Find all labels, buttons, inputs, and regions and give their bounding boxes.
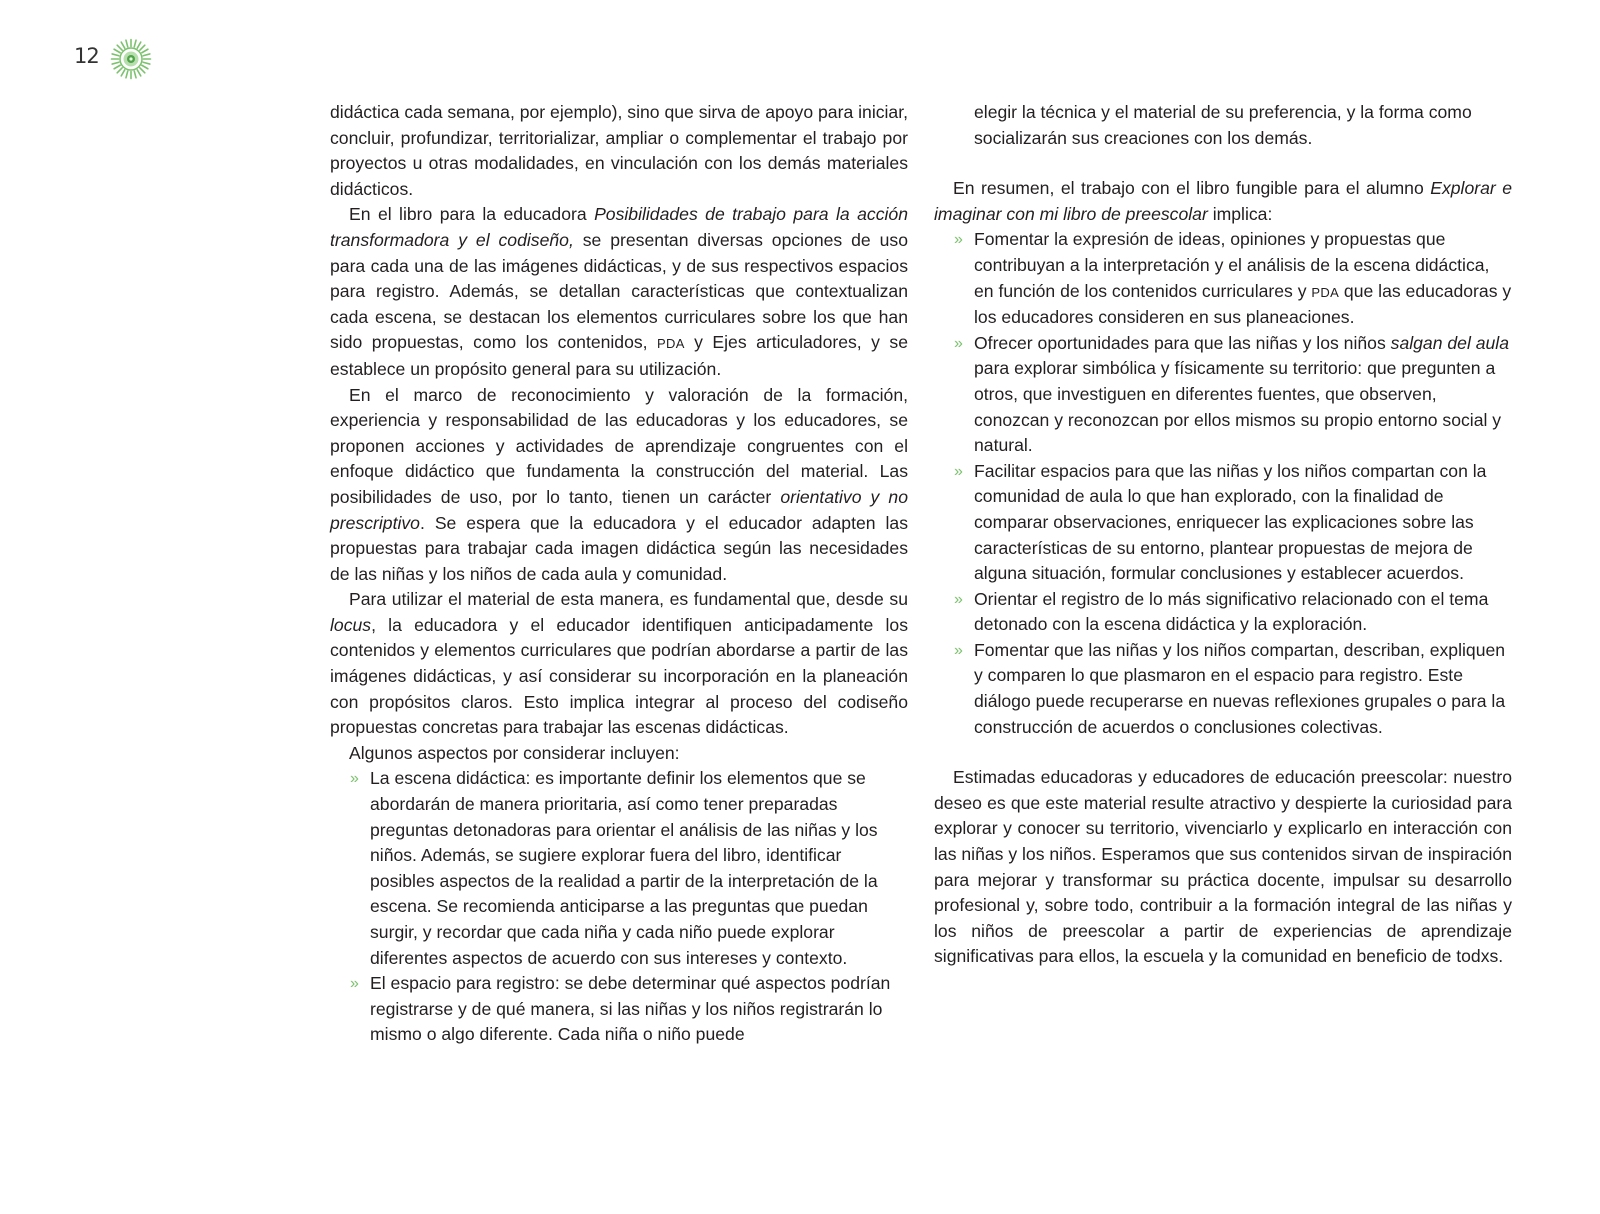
emblem-ray (140, 68, 145, 73)
list-item (934, 227, 1512, 330)
list-item (330, 971, 908, 1048)
paragraph-3 (330, 383, 908, 588)
bullet-text: Orientar el registro de lo más significativo relacionado con el tema detonado con la escena didáctica y la exploración. (974, 588, 1489, 635)
chevron-right-icon: » (954, 641, 963, 659)
emblem-ray (143, 54, 150, 56)
paragraph-5: Algunos aspectos por considerar incluyen: (349, 742, 680, 763)
left-bullet-list (330, 766, 908, 1048)
chevron-right-icon: » (350, 770, 359, 788)
emblem-ray (112, 62, 119, 64)
p3-text-c: . Se espera que la educadora y el educador adapten las propuestas para trabajar cada imagen didáctica según las necesidades de las niñas y los niños de cada aula y comunidad. (330, 512, 908, 584)
p4-text-c: , la educadora y el educador identifiquen anticipadamente los contenidos y elementos curriculares que podrían abordarse a partir de las imágenes didácticas, y así considerar su incorporación en la planeación con propósitos claros. Esto implica integrar al proceso del codiseño propuestas concretas para trabajar las escenas didácticas. (330, 614, 908, 738)
closing-paragraph: Estimadas educadoras y educadores de educación preescolar: nuestro deseo es que este material resulte atractivo y despierte la curiosidad para explorar y conocer su territorio, vivenciarlo y explicarlo en interacción con las niñas y los niños. Esperamos que sus contenidos sirvan de inspiración para mejorar y transformar su práctica docente, impulsar su desarrollo profesional y, sobre todo, contribuir a la formación integral de las niñas y los niños de preescolar a partir de experiencias de aprendizaje significativas para ellos, la escuela y la comunidad en beneficio de todxs. (934, 767, 1512, 967)
list-item (330, 766, 908, 971)
b2-text-a: Ofrecer oportunidades para que las niñas y los niños (974, 332, 1391, 353)
emblem-ray (142, 65, 148, 69)
left-column (330, 100, 908, 1048)
right-bullet-list (934, 227, 1512, 740)
bullet-text: La escena didáctica: es importante definir los elementos que se abordarán de manera prioritaria, así como tener preparadas preguntas detonadoras para orientar el análisis de las niñas y los niños. Además, se sugiere explorar fuera del libro, identificar posibles aspectos de la realidad a partir de la interpretación de la escena. Se recomienda anticiparse a las preguntas que puedan surgir, y recordar que cada niña y cada niño puede explorar diferentes aspectos de acuerdo con sus intereses y contexto. (370, 768, 878, 968)
b2-text-c: para explorar simbólica y físicamente su territorio: que pregunten a otros, que investiguen en diferentes fuentes, que observen, conozcan y reconozcan por ellos mismos su propio entorno social y natural. (974, 358, 1502, 456)
emblem-ray (140, 45, 145, 50)
p4-text-a: Para utilizar el material de esta manera, es fundamental que, desde su (349, 589, 908, 610)
bullet-text: Fomentar que las niñas y los niños compartan, describan, expliquen y comparen lo que plasmaron en el espacio para registro. Este diálogo puede recuperarse en nuevas reflexiones grupales o para la construcción de acuerdos o conclusiones colectivas. (974, 639, 1506, 737)
green-sun-emblem-icon (110, 38, 152, 80)
bullet-text: elegir la técnica y el material de su preferencia, y la forma como socializarán sus creaciones con los demás. (974, 102, 1472, 148)
emblem-ray (126, 40, 128, 47)
emblem-ray (121, 70, 125, 76)
p3-emphasis: orientativo y no prescriptivo (330, 486, 908, 533)
bullet-text: El espacio para registro: se debe determinar qué aspectos podrían registrarse y de qué manera, si las niñas y los niños registrarán lo mismo o algo diferente. Cada niña o niño puede (370, 973, 891, 1045)
page-number: 12 (74, 44, 99, 68)
p2-text-e: y Ejes articuladores, y se establece un propósito general para su utilización. (330, 332, 908, 379)
list-item (934, 638, 1512, 740)
summary-paragraph (934, 176, 1512, 227)
summary-text-a: En resumen, el trabajo con el libro fungible para el alumno (953, 178, 1431, 199)
chevron-right-icon: » (954, 231, 963, 249)
chevron-right-icon: » (350, 975, 359, 993)
summary-text-c: implica: (1207, 203, 1273, 224)
emblem-ray (126, 71, 128, 78)
emblem-ray (142, 49, 148, 53)
b1-text-a: Fomentar la expresión de ideas, opiniones y propuestas que contribuyan a la interpretación y el análisis de la escena didáctica, en función de los contenidos curriculares y (974, 229, 1490, 301)
continued-bullet (934, 100, 1512, 151)
b2-emphasis: salgan del aula (1390, 332, 1510, 353)
b1-text-c: que las educadoras y los educadores consideren en sus planeaciones. (974, 280, 1512, 328)
emblem-ray (114, 65, 120, 69)
emblem-ray (137, 42, 141, 48)
emblem-ray (134, 71, 136, 78)
chevron-right-icon: » (954, 334, 963, 352)
bullet-text: Facilitar espacios para que las niñas y los niños compartan con la comunidad de aula lo que han explorado, con la finalidad de comparar observaciones, enriquecer las explicaciones sobre las características de su entorno, plantear propuestas de mejora de alguna situación, formular conclusiones y establecer acuerdos. (974, 460, 1487, 584)
paragraph-1: didáctica cada semana, por ejemplo), sino que sirva de apoyo para iniciar, concluir, profundizar, territorializar, ampliar o complementar el trabajo por proyectos u otras modalidades, en vinculación con los demás materiales didácticos. (330, 102, 908, 199)
p3-text-a: En el marco de reconocimiento y valoración de la formación, experiencia y responsabilidad de las educadoras y los educadores, se proponen acciones y actividades de aprendizaje congruentes con el enfoque didáctico que fundamenta la construcción del material. Las posibilidades de uso, por lo tanto, tienen un carácter (330, 384, 908, 507)
emblem-ray (114, 49, 120, 53)
emblem-ray (121, 42, 125, 48)
paragraph-2 (330, 202, 908, 382)
emblem-ray (137, 70, 141, 76)
emblem-ray (134, 40, 136, 47)
p2-book-title: Posibilidades de trabajo para la acción transformadora y el codiseño, (330, 204, 908, 250)
b1-pda: PDA (1311, 284, 1340, 300)
p2-text-c: se presentan diversas opciones de uso para cada una de las imágenes didácticas, y de sus respectivos espacios para registro. Además, se detallan características que contextualizan cada escena, se destacan los elementos curriculares sobre los que han sido propuestas, como los contenidos, (330, 229, 908, 353)
chevron-right-icon: » (954, 590, 963, 608)
paragraph-4 (330, 587, 908, 741)
right-column (934, 100, 1512, 970)
p4-locus: locus (330, 614, 372, 635)
emblem-ray (117, 45, 122, 50)
list-item (934, 331, 1512, 459)
list-item (934, 100, 1512, 151)
emblem-ray (117, 68, 122, 73)
summary-book-title: Explorar e imaginar con mi libro de preescolar (934, 178, 1512, 224)
p2-text-a: En el libro para la educadora (349, 204, 595, 225)
chevron-right-icon: » (954, 462, 963, 480)
emblem-ray (143, 62, 150, 64)
emblem-ray (112, 54, 119, 56)
list-item (934, 587, 1512, 638)
list-item (934, 459, 1512, 587)
p2-pda: PDA (657, 336, 685, 352)
